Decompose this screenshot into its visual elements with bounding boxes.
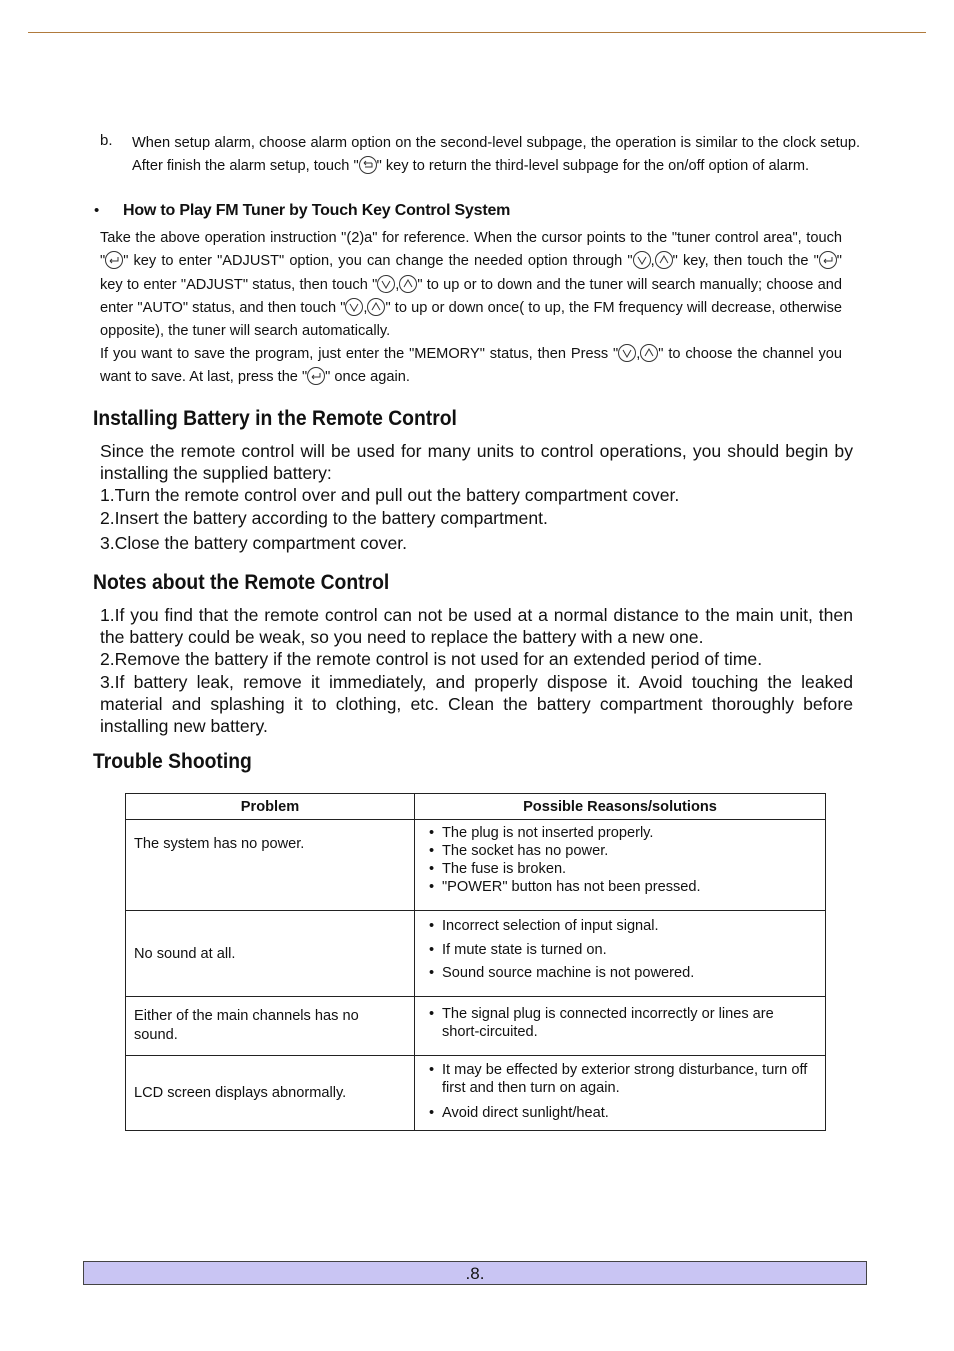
table-row [126,820,826,911]
battery-step-1: 1.Turn the remote control over and pull out the battery compartment cover. [100,485,680,506]
note-1: 1.If you find that the remote control can not be used at a normal distance to the main unit, then the battery could be weak, so you need to replace the battery with a new one. [100,605,853,648]
page-number: .8. [465,1264,485,1283]
down-arrow-icon [618,344,636,362]
table-row [126,997,826,1056]
memory-paragraph: If you want to save the program, just enter the "MEMORY" status, then Press " , " to choose the channel you want to save. At last, press the " " once again. [100,346,842,386]
list-marker-b: b. [100,132,113,149]
battery-step-3: 3.Close the battery compartment cover. [100,532,408,553]
battery-intro: Since the remote control will be used for many units to control operations, you should begin by installing the supplied battery: [100,441,853,484]
trouble-table [125,793,826,1131]
notes-section-title: Notes about the Remote Control [93,571,390,594]
note-3: 3.If battery leak, remove it immediately, and properly dispose it. Avoid touching the leaked material and splashing it to clothing, etc. Clean the battery compartment thoroughly before installing new battery. [100,671,853,737]
battery-instructions [100,440,853,554]
return-key-icon [359,156,377,174]
table-row [126,911,826,997]
trouble-section-title: Trouble Shooting [93,750,252,773]
solutions-cell [415,1056,826,1131]
solution-item: • If mute state is turned on. [429,939,815,963]
solutions-cell [415,820,826,911]
header-rule [28,32,926,33]
problem-cell: LCD screen displays abnormally. [126,1056,415,1131]
notes-list [100,604,853,737]
table-row [126,1056,826,1131]
enter-key-icon [307,367,325,385]
problem-cell: No sound at all. [126,911,415,997]
fm-tuner-paragraph: Take the above operation instruction "(2)a" for reference. When the cursor points to the "tuner control area", touch " " key to enter "ADJUST" option, you can change the needed option through " , " key, then touch the " " key to enter "ADJUST" status, then touch " , " to up or to down and the tuner will search manually; choose and enter "AUTO" status, and then touch " , " to up or down once( to up, the FM frequency will decrease, otherwise opposite), the tuner will search automatically. [100,230,842,340]
enter-key-icon [819,251,837,269]
bullet: • [94,202,100,219]
problem-cell: Either of the main channels has no sound. [126,997,415,1056]
problem-cell: The system has no power. [126,820,415,911]
solutions-cell [415,997,826,1056]
battery-section-title: Installing Battery in the Remote Control [93,407,457,430]
header-solutions: Possible Reasons/solutions [415,794,826,820]
enter-key-icon [105,251,123,269]
battery-step-2: 2.Insert the battery according to the battery compartment. [100,507,548,528]
header-problem: Problem [126,794,415,820]
up-arrow-icon [655,251,673,269]
table-header-row [126,794,826,820]
solution-item: • It may be effected by exterior strong disturbance, turn off first and then turn on again. [429,1061,815,1097]
solution-item: • The fuse is broken. [429,860,815,878]
solution-item: • The plug is not inserted properly. [429,824,815,842]
up-arrow-icon [399,275,417,293]
solution-item: • The signal plug is connected incorrectly or lines are short-circuited. [429,1005,815,1041]
solution-item: • "POWER" button has not been pressed. [429,878,815,896]
up-arrow-icon [367,298,385,316]
solution-item: • Incorrect selection of input signal. [429,915,815,939]
alarm-setup-paragraph: When setup alarm, choose alarm option on the second-level subpage, the operation is similar to the clock setup. After finish the alarm setup, touch " " key to return the third-level subpage for the on/off option of alarm. [132,135,860,175]
down-arrow-icon [345,298,363,316]
solution-item: • Avoid direct sunlight/heat. [429,1104,815,1122]
solutions-cell [415,911,826,997]
note-2: 2.Remove the battery if the remote control is not used for an extended period of time. [100,649,763,670]
solution-item: • Sound source machine is not powered. [429,962,815,986]
down-arrow-icon [377,275,395,293]
solution-item: • The socket has no power. [429,842,815,860]
page-number-footer [83,1261,867,1285]
up-arrow-icon [640,344,658,362]
down-arrow-icon [633,251,651,269]
fm-tuner-heading: How to Play FM Tuner by Touch Key Control System [123,202,511,219]
